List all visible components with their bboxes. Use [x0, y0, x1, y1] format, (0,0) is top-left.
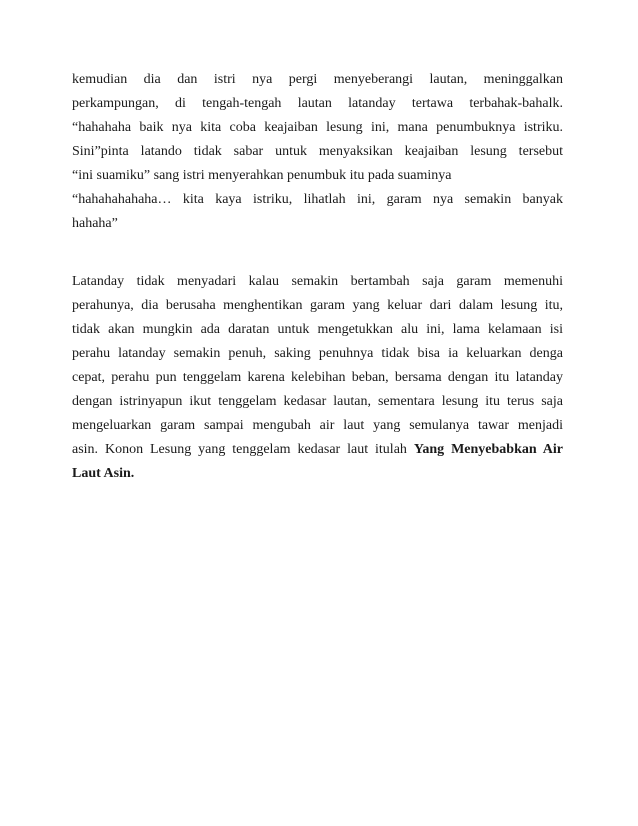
paragraph-line: hahaha”	[72, 216, 118, 231]
paragraph-1	[72, 68, 563, 236]
paragraph-line: Latanday tidak menyadari kalau semakin bertambah saja garam memenuhi	[72, 274, 563, 289]
paragraph-line: kemudian dia dan istri nya pergi menyeberangi lautan, meninggalkan	[72, 72, 563, 87]
paragraph-line: perkampungan, di tengah-tengah lautan latanday tertawa terbahak-bahalk.	[72, 96, 563, 111]
paragraph-line: dengan istrinyapun ikut tenggelam kedasar lautan, sementara lesung itu terus saja	[72, 394, 563, 409]
paragraph-line: cepat, perahu pun tenggelam karena kelebihan beban, bersama dengan itu latanday	[72, 370, 563, 385]
story-title-emphasis: Yang Menyebabkan Air	[413, 442, 563, 457]
paragraph-line: mengeluarkan garam sampai mengubah air laut yang semulanya tawar menjadi	[72, 418, 563, 433]
paragraph-line-mixed	[72, 438, 563, 462]
paragraph-line: tidak akan mungkin ada daratan untuk mengetukkan alu ini, lama kelamaan isi	[72, 322, 563, 337]
paragraph-line: perahunya, dia berusaha menghentikan garam yang keluar dari dalam lesung itu,	[72, 298, 563, 313]
paragraph-line: “ini suamiku” sang istri menyerahkan penumbuk itu pada suaminya	[72, 168, 452, 183]
paragraph-text: asin. Konon Lesung yang tenggelam kedasar laut itulah	[72, 442, 414, 457]
paragraph-line: Sini”pinta latando tidak sabar untuk menyaksikan keajaiban lesung tersebut	[72, 144, 563, 159]
story-title-emphasis-end: Laut Asin.	[72, 466, 135, 481]
paragraph-line: perahu latanday semakin penuh, saking penuhnya tidak bisa ia keluarkan denga	[72, 346, 563, 361]
paragraph-2	[72, 270, 563, 486]
paragraph-line: “hahahaha baik nya kita coba keajaiban lesung ini, mana penumbuknya istriku.	[72, 120, 563, 135]
paragraph-line: “hahahahahaha… kita kaya istriku, lihatlah ini, garam nya semakin banyak	[72, 192, 563, 207]
